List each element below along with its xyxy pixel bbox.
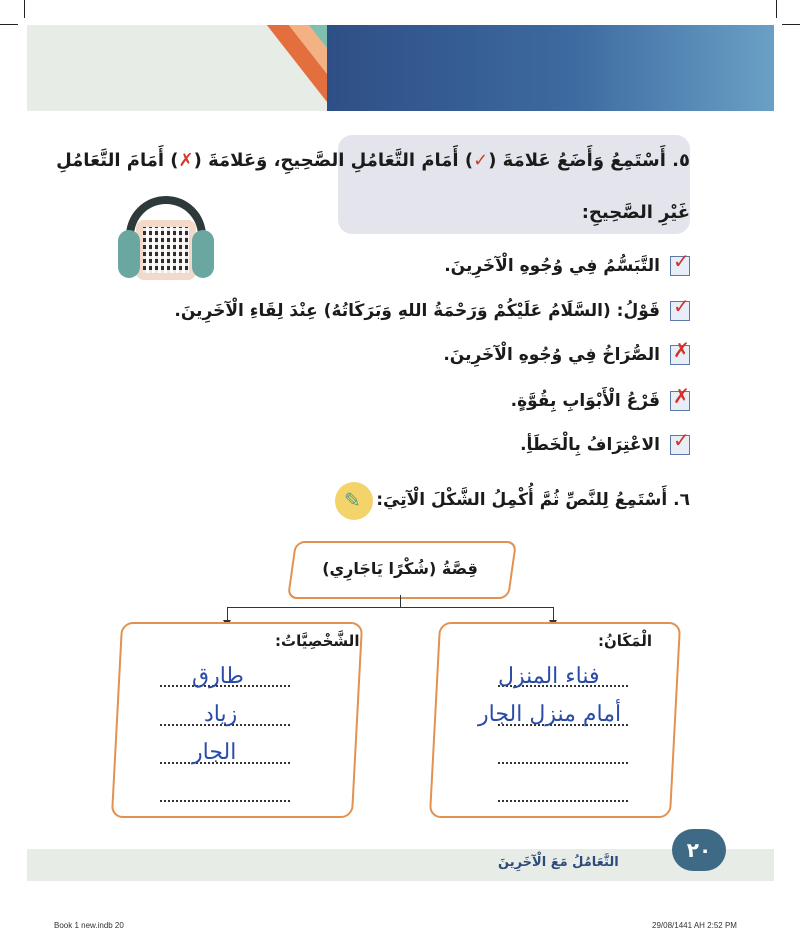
headphones-qr-icon[interactable] (118, 196, 214, 284)
arrow-down-icon (553, 607, 554, 621)
question-text: ) أَمَامَ التَّعَامُلِ الصَّحِيحِ، وَعَلامَةَ ( (193, 150, 474, 171)
qr-code-pattern (143, 227, 189, 273)
place-title: الْمَكَانُ: (598, 632, 652, 650)
check-mark-icon: ✓ (473, 150, 489, 171)
list-item-text: قَوْلُ: (السَّلَامُ عَلَيْكُمْ وَرَحْمَةُ اللهِ وَبَرَكَاتُهُ) عِنْدَ لِقَاءِ الْآخَرِينَ. (174, 301, 660, 321)
checkbox[interactable] (670, 249, 690, 276)
print-slug-right: 29/08/1441 AH 2:52 PM (652, 921, 737, 930)
character-answer[interactable]: الجار (192, 740, 237, 765)
crop-mark (0, 24, 18, 25)
character-answer[interactable]: زياد (204, 702, 238, 727)
question-6-text: ٦. أَسْتَمِعُ لِلنَّصِّ ثُمَّ أُكْمِلُ الشَّكْلَ الْآتِيَ: (376, 490, 690, 510)
ear-glyph: ✎ (344, 488, 361, 512)
question-text: ) أَمَامَ التَّعَامُلِ (56, 150, 179, 171)
page-number: ٢٠ (672, 829, 726, 871)
headphones-left-cup (118, 230, 140, 278)
footer-band (27, 849, 774, 881)
check-mark-icon: ✓ (673, 249, 690, 273)
question-text: أَسْتَمِعُ وَأَضَعُ عَلامَةَ ( (488, 150, 666, 171)
characters-title: الشَّخْصِيَّاتُ: (275, 632, 360, 650)
headphones-right-cup (192, 230, 214, 278)
story-title: قِصَّةُ (شُكْرًا يَاجَارِي) (322, 558, 478, 578)
list-item-text: قَرْعُ الْأَبْوَابِ بِقُوَّةٍ. (510, 391, 660, 411)
list-item-text: التَّبَسُّمُ فِي وُجُوهِ الْآخَرِينَ. (444, 256, 660, 276)
place-answer[interactable]: أمام منزل الجار (478, 702, 622, 727)
list-item (510, 384, 690, 411)
checkbox[interactable] (670, 338, 690, 365)
checkbox[interactable] (670, 428, 690, 455)
question-5-line-2: غَيْرِ الصَّحِيحِ: (581, 202, 690, 223)
print-slug-left: Book 1 new.indb 20 (54, 921, 124, 930)
crop-mark (24, 0, 25, 18)
question-number: ٥. (672, 150, 690, 171)
question-5-line-1 (56, 150, 690, 171)
listen-ear-icon[interactable] (335, 482, 373, 520)
list-item (174, 294, 690, 321)
checkbox[interactable] (670, 384, 690, 411)
answer-line (160, 800, 290, 802)
list-item (520, 428, 690, 455)
answer-line (498, 762, 628, 764)
crop-mark (776, 0, 777, 18)
list-item-text: الاعْتِرَافُ بِالْخَطَأِ. (520, 435, 660, 455)
unit-title: التَّعَامُلُ مَعَ الْآخَرِينَ (498, 855, 619, 870)
top-banner (27, 25, 774, 111)
banner-blue-block (327, 25, 774, 111)
cross-mark-icon: ✗ (178, 150, 194, 171)
answer-line (498, 800, 628, 802)
place-answer[interactable]: فناء المنزل (498, 664, 600, 689)
connector-line (400, 595, 401, 607)
list-item-text: الصُّرَاخُ فِي وُجُوهِ الْآخَرِينَ. (443, 345, 660, 365)
check-mark-icon: ✓ (673, 428, 690, 452)
list-item (443, 338, 690, 365)
cross-mark-icon: ✗ (673, 384, 690, 408)
checkbox[interactable] (670, 294, 690, 321)
crop-mark (782, 24, 800, 25)
connector-line (227, 607, 553, 608)
list-item (444, 249, 690, 276)
arrow-down-icon (227, 607, 228, 621)
check-mark-icon: ✓ (673, 294, 690, 318)
cross-mark-icon: ✗ (673, 338, 690, 362)
character-answer[interactable]: طارق (192, 664, 244, 689)
